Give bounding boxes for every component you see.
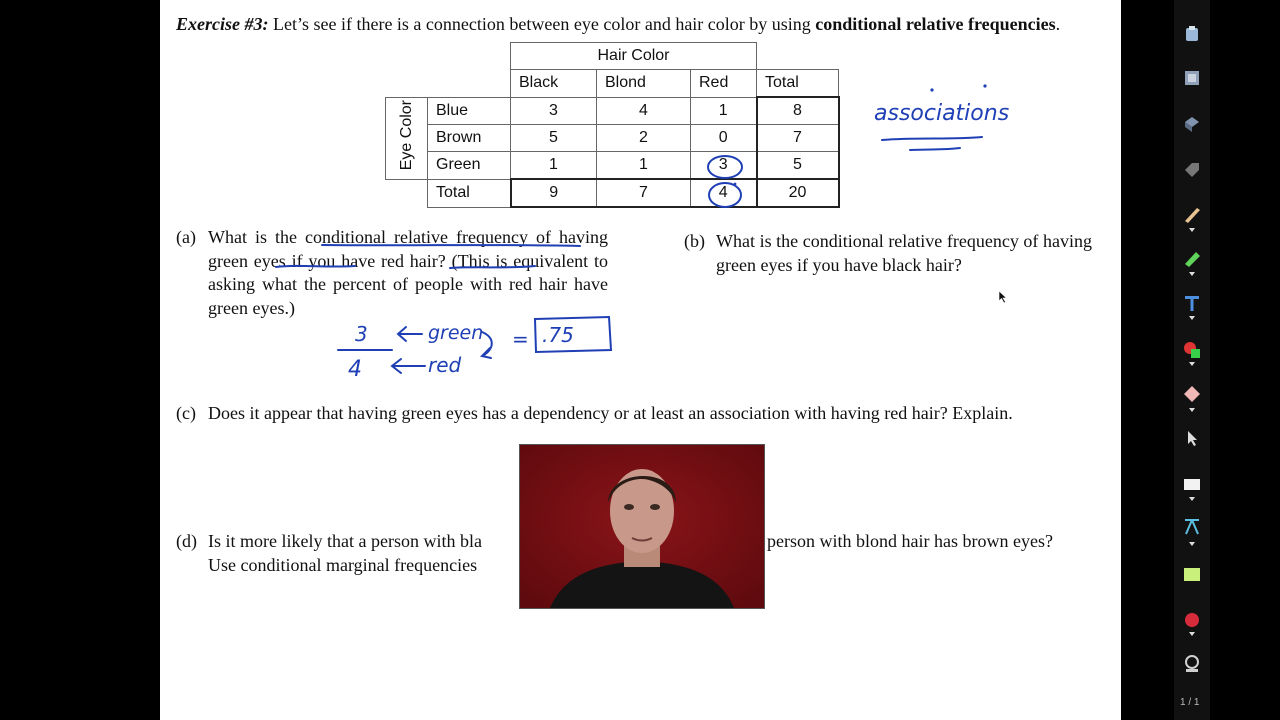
ink-equals: = [512,327,529,351]
annotation-toolbar [1174,0,1210,720]
color-picker-icon[interactable] [1182,340,1202,360]
tag-icon[interactable] [1182,160,1202,180]
question-text: What is the conditional relative frequency of having green eyes if you have black hair? [716,231,1092,275]
mouse-cursor-icon [998,290,1008,304]
table-cell: 5 [757,152,839,180]
ink-dot [983,84,986,87]
ink-underline-term [322,245,580,246]
hand-icon[interactable] [1182,24,1202,44]
table-cell: 7 [757,125,839,152]
table-cell: 4 [691,179,757,207]
eye-color-label: Eye Color [397,100,415,171]
ink-dot [734,183,737,186]
hair-color-header: Hair Color [511,43,757,70]
table-cell: 0 [691,125,757,152]
ink-brace [482,332,492,358]
rectangle-icon[interactable] [1182,474,1202,494]
question-text-line1: Is it more likely that a person with bla [208,531,482,551]
question-label: (d) [176,531,197,551]
stamp-icon[interactable] [1182,654,1202,674]
ink-underline-green-eyes [276,266,355,267]
table-cell: 7 [597,179,691,207]
table-cell: 1 [597,152,691,180]
ink-arrow-green [398,327,422,341]
exercise-end: . [1055,14,1061,34]
question-label: (b) [684,231,705,251]
table-cell: 1 [511,152,597,180]
ink-green-note: green [428,322,484,344]
side-margin [1121,0,1174,720]
question-label: (c) [176,403,196,423]
pointer-icon[interactable] [1182,428,1202,448]
worksheet-page [160,0,1121,720]
row-label: Blue [428,97,511,125]
ink-red-note: red [428,353,462,377]
ink-underline-associations-1 [882,137,982,140]
column-header: Red [691,70,757,98]
highlighter-icon[interactable] [1182,248,1202,268]
ink-annotations [160,0,1121,720]
ink-answer: .75 [542,323,574,347]
eraser-cube-icon[interactable] [1182,114,1202,134]
exercise-label: Exercise #3: [176,14,269,34]
question-text: person with blond hair has brown eyes? [767,531,1053,551]
table-cell: 8 [757,97,839,125]
text-icon[interactable] [1182,293,1202,313]
fill-icon[interactable] [1182,564,1202,584]
presenter-video [519,444,765,609]
table-cell: 5 [511,125,597,152]
eraser-icon[interactable] [1182,382,1202,402]
question-text: Does it appear that having green eyes has a dependency or at least an association with having red hair? Explain. [208,403,1013,423]
ink-associations: associations [874,101,1010,126]
row-label: Brown [428,125,511,152]
column-header: Total [757,70,839,98]
ink-circle-red-total [709,183,741,207]
row-label: Green [428,152,511,180]
question-text-line2: Use conditional marginal frequencies [208,554,478,575]
table-cell: 2 [597,125,691,152]
table-cell: 9 [511,179,597,207]
table-cell: 20 [757,179,839,207]
page-counter: 1 / 1 [1180,697,1200,708]
line-tool-icon[interactable] [1182,516,1202,536]
stack-icon[interactable] [1182,68,1202,88]
pencil-icon[interactable] [1182,204,1202,224]
table-cell: 3 [691,152,757,180]
exercise-intro: Let’s see if there is a connection between eye color and hair color by using [272,14,811,34]
question-text: What is the conditional relative frequency of having green eyes if you have red hair? (This is equivalent to asking what the percent of people with red hair have green eyes.) [208,227,608,318]
ink-denominator: 4 [348,357,362,382]
record-icon[interactable] [1182,610,1202,630]
ink-numerator: 3 [355,322,368,346]
table-cell: 4 [597,97,691,125]
table-cell: 3 [511,97,597,125]
column-header: Blond [597,70,691,98]
exercise-bold-term: conditional relative frequencies [815,14,1056,34]
presenter-avatar [520,445,764,608]
question-label: (a) [176,227,196,247]
ink-underline-red-hair [450,266,535,268]
row-label: Total [428,179,511,207]
ink-underline-associations-2 [910,148,960,150]
ink-dot [930,88,933,91]
ink-circle-green-red [708,156,742,178]
ink-arrow-red [392,359,425,373]
table-cell: 1 [691,97,757,125]
column-header: Black [511,70,597,98]
